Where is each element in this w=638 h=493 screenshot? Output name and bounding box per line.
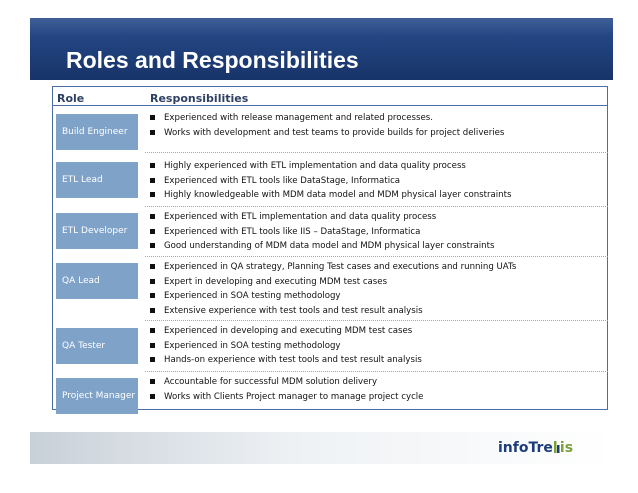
infotrellis-logo: infoTre is — [498, 440, 574, 456]
responsibilities-column-header: Responsibilities — [150, 92, 249, 105]
row-divider — [145, 152, 608, 153]
responsibilities-etl-developer — [150, 210, 494, 254]
list-item: Expert in developing and executing MDM test cases — [150, 275, 516, 290]
role-column-header: Role — [57, 92, 85, 105]
responsibilities-project-manager — [150, 375, 423, 404]
list-item: Experienced in SOA testing methodology — [150, 289, 516, 304]
role-qa-lead: QA Lead — [56, 263, 138, 299]
list-item: Experienced in QA strategy, Planning Test cases and executions and running UATs — [150, 260, 516, 275]
responsibilities-qa-tester — [150, 324, 422, 368]
list-item: Works with Clients Project manager to manage project cycle — [150, 390, 423, 405]
header-divider — [52, 105, 608, 106]
logo-mark-icon — [553, 440, 560, 454]
role-qa-tester: QA Tester — [56, 328, 138, 364]
list-item: Experienced in developing and executing MDM test cases — [150, 324, 422, 339]
row-divider — [145, 320, 608, 321]
row-divider — [145, 256, 608, 257]
list-item: Experienced in SOA testing methodology — [150, 339, 422, 354]
list-item: Experienced with ETL tools like DataStage, Informatica — [150, 174, 511, 189]
list-item: Experienced with ETL implementation and data quality process — [150, 210, 494, 225]
role-project-manager: Project Manager — [56, 378, 138, 414]
responsibilities-qa-lead — [150, 260, 516, 318]
list-item: Experienced with release management and related processes. — [150, 111, 504, 126]
list-item: Experienced with ETL tools like IIS – DataStage, Informatica — [150, 225, 494, 240]
list-item: Good understanding of MDM data model and MDM physical layer constraints — [150, 239, 494, 254]
responsibilities-build-engineer — [150, 111, 504, 140]
role-etl-lead: ETL Lead — [56, 162, 138, 198]
list-item: Extensive experience with test tools and test result analysis — [150, 304, 516, 319]
row-divider — [145, 206, 608, 207]
row-divider — [145, 371, 608, 372]
responsibilities-etl-lead — [150, 159, 511, 203]
list-item: Works with development and test teams to provide builds for project deliveries — [150, 126, 504, 141]
list-item: Hands-on experience with test tools and test result analysis — [150, 353, 422, 368]
list-item: Accountable for successful MDM solution delivery — [150, 375, 423, 390]
list-item: Highly knowledgeable with MDM data model and MDM physical layer constraints — [150, 188, 511, 203]
role-build-engineer: Build Engineer — [56, 114, 138, 150]
list-item: Highly experienced with ETL implementation and data quality process — [150, 159, 511, 174]
role-etl-developer: ETL Developer — [56, 213, 138, 249]
slide-title: Roles and Responsibilities — [66, 47, 359, 73]
